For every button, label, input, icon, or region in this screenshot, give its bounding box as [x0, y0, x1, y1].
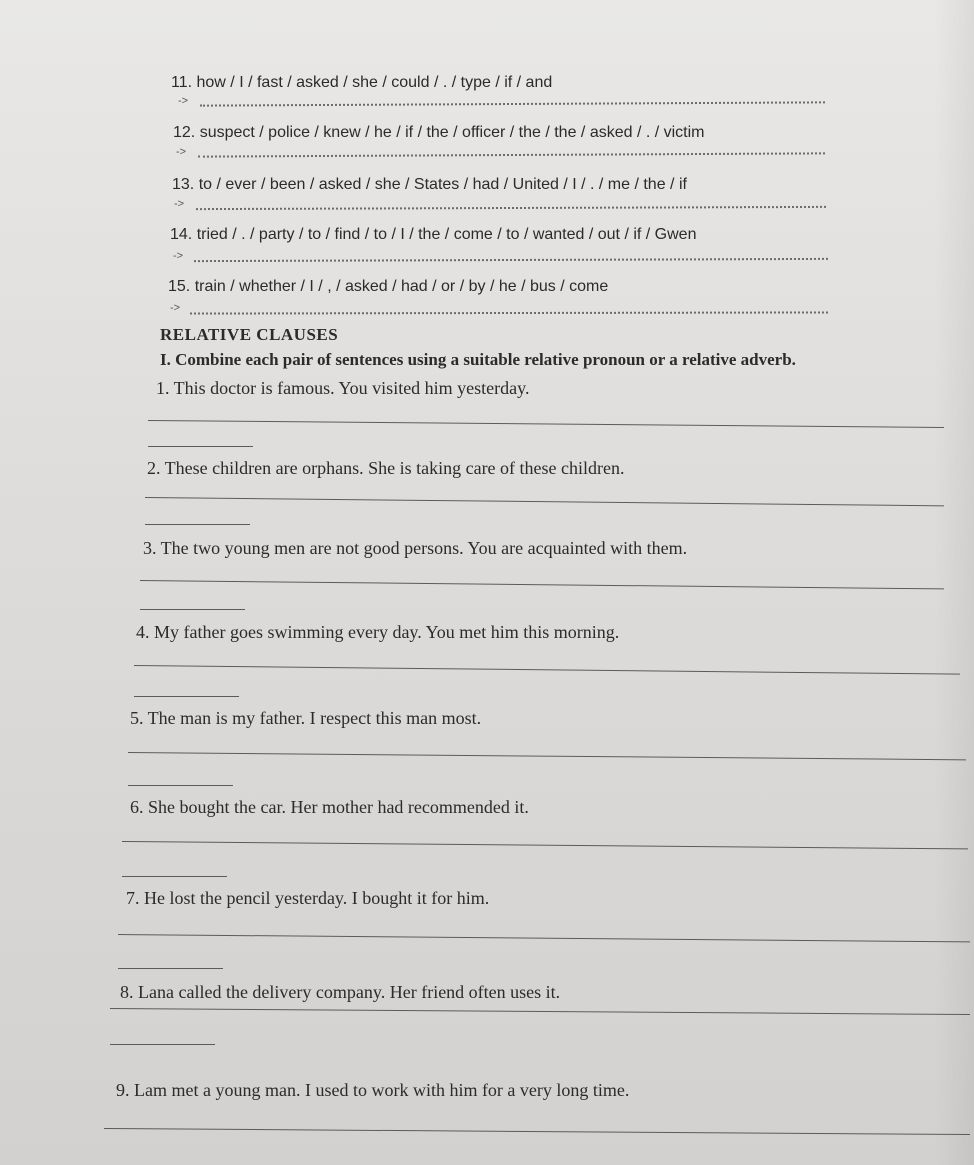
reorder-item-13: 13. to / ever / been / asked / she / States / had / United / I / . / me / the / if — [172, 176, 687, 193]
answer-dotted-line[interactable] — [198, 152, 825, 157]
question-2: 2. These children are orphans. She is taking care of these children. — [147, 458, 625, 478]
answer-arrow: -> — [176, 146, 187, 158]
question-9: 9. Lam met a young man. I used to work with him for a very long time. — [116, 1080, 630, 1100]
question-7: 7. He lost the pencil yesterday. I bought it for him. — [126, 888, 490, 908]
answer-arrow: -> — [170, 302, 181, 314]
question-8: 8. Lana called the delivery company. Her friend often uses it. — [120, 982, 561, 1002]
answer-line-continuation[interactable] — [140, 609, 245, 610]
section-instruction: I. Combine each pair of sentences using a suitable relative pronoun or a relative adverb. — [160, 350, 796, 369]
answer-line[interactable] — [134, 665, 960, 675]
answer-line-continuation[interactable] — [128, 785, 233, 786]
answer-line[interactable] — [140, 580, 944, 589]
answer-dotted-line[interactable] — [194, 258, 828, 262]
answer-line-continuation[interactable] — [134, 696, 239, 697]
answer-line[interactable] — [128, 752, 966, 760]
page-edge-shadow — [934, 0, 974, 1165]
question-6: 6. She bought the car. Her mother had recommended it. — [130, 797, 529, 817]
question-1: 1. This doctor is famous. You visited him yesterday. — [156, 378, 530, 398]
answer-line[interactable] — [110, 1008, 970, 1015]
answer-line-continuation[interactable] — [110, 1044, 215, 1045]
reorder-item-14: 14. tried / . / party / to / find / to / I / the / come / to / wanted / out / if / Gwen — [170, 226, 697, 243]
section-heading: RELATIVE CLAUSES — [160, 325, 339, 344]
question-5: 5. The man is my father. I respect this man most. — [130, 708, 482, 728]
reorder-item-11: 11. how / I / fast / asked / she / could / . / type / if / and — [171, 74, 553, 91]
answer-line[interactable] — [104, 1128, 970, 1135]
answer-line[interactable] — [145, 497, 944, 506]
answer-arrow: -> — [178, 95, 189, 107]
answer-line[interactable] — [122, 841, 968, 849]
reorder-item-15: 15. train / whether / I / , / asked / had / or / by / he / bus / come — [168, 278, 609, 295]
answer-line-continuation[interactable] — [145, 524, 250, 525]
answer-line[interactable] — [148, 420, 944, 428]
reorder-item-12: 12. suspect / police / knew / he / if / the / officer / the / the / asked / . / victim — [173, 124, 705, 141]
answer-arrow: -> — [173, 250, 184, 262]
answer-arrow: -> — [174, 198, 185, 210]
answer-dotted-line[interactable] — [190, 311, 828, 314]
answer-line[interactable] — [118, 934, 970, 942]
answer-line-continuation[interactable] — [122, 876, 227, 877]
question-4: 4. My father goes swimming every day. You met him this morning. — [136, 622, 620, 642]
answer-dotted-line[interactable] — [200, 101, 825, 106]
answer-line-continuation[interactable] — [118, 968, 223, 969]
answer-dotted-line[interactable] — [196, 206, 826, 210]
answer-line-continuation[interactable] — [148, 446, 253, 447]
question-3: 3. The two young men are not good persons. You are acquainted with them. — [143, 538, 688, 558]
